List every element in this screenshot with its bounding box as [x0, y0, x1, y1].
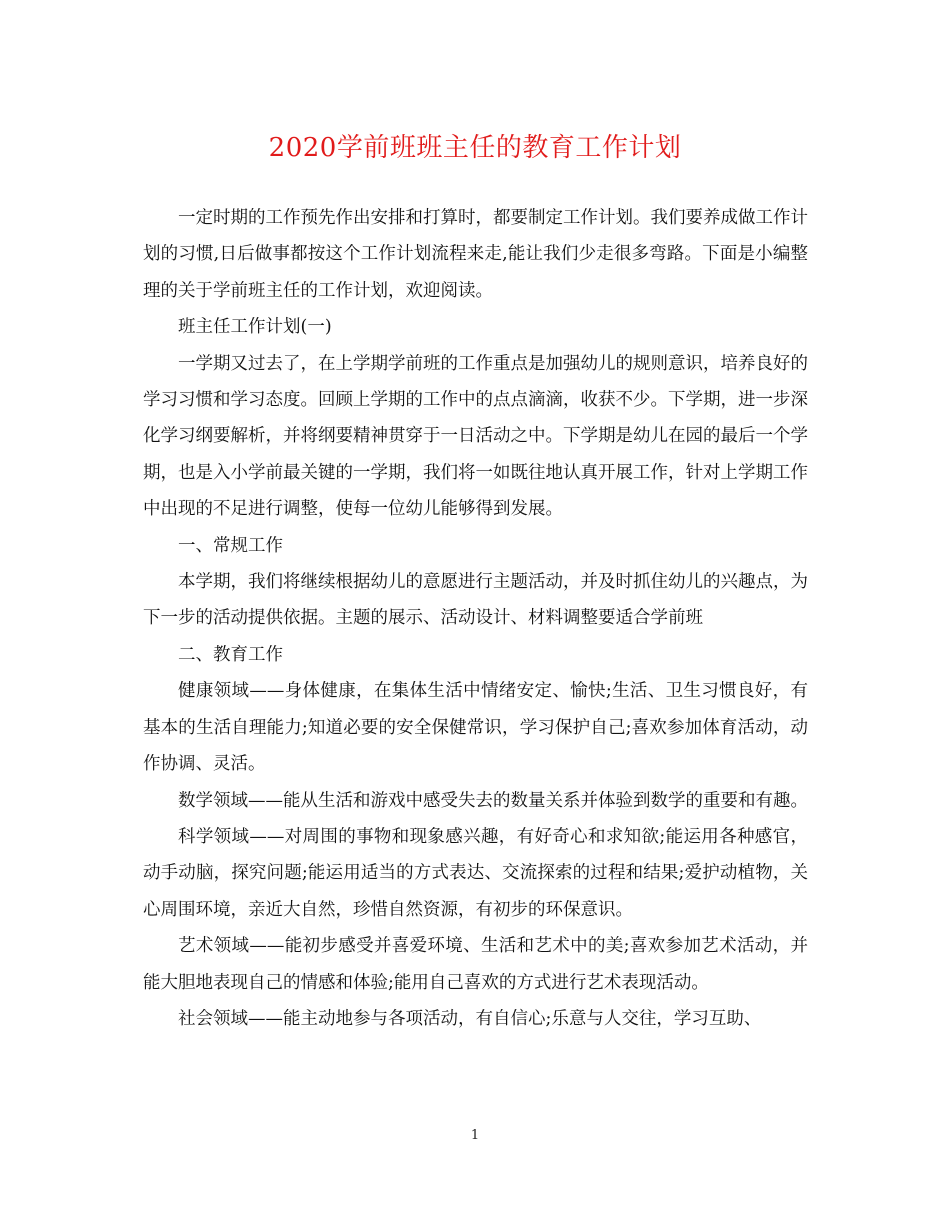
section-heading-education-work: 二、教育工作 [178, 644, 283, 665]
section-heading-routine-work: 一、常规工作 [178, 535, 283, 556]
paragraph-routine-work: 本学期，我们将继续根据幼儿的意愿进行主题活动，并及时抓住幼儿的兴趣点，为下一步的活动提供依据。主题的展示、活动设计、材料调整要适合学前班 [143, 572, 808, 629]
document-body [143, 200, 808, 1037]
document-title: 2020学前班班主任的教育工作计划 [268, 133, 682, 163]
paragraph-math-domain: 数学领域——能从生活和游戏中感受失去的数量关系并体验到数学的重要和有趣。 [178, 790, 808, 811]
paragraph-social-domain: 社会领域——能主动地参与各项活动，有自信心;乐意与人交往，学习互助、 [178, 1008, 762, 1029]
paragraph-health-domain: 健康领域——身体健康，在集体生活中情绪安定、愉快;生活、卫生习惯良好，有基本的生活自理能力;知道必要的安全保健常识，学习保护自己;喜欢参加体育活动，动作协调、灵活。 [143, 681, 808, 775]
section-heading-plan-one: 班主任工作计划(一) [178, 317, 332, 338]
page-number: 1 [470, 1128, 480, 1143]
intro-paragraph: 一定时期的工作预先作出安排和打算时，都要制定工作计划。我们要养成做工作计划的习惯,日后做事都按这个工作计划流程来走,能让我们少走很多弯路。下面是小编整理的关于学前班主任的工作计划，欢迎阅读。 [143, 208, 808, 301]
paragraph-science-domain: 科学领域——对周围的事物和现象感兴趣，有好奇心和求知欲;能运用各种感官，动手动脑，探究问题;能运用适当的方式表达、交流探索的过程和结果;爱护动植物，关心周围环境，亲近大自然，珍惜自然资源，有初步的环保意识。 [143, 826, 808, 920]
paragraph-art-domain: 艺术领域——能初步感受并喜爱环境、生活和艺术中的美;喜欢参加艺术活动，并能大胆地表现自己的情感和体验;能用自己喜欢的方式进行艺术表现活动。 [143, 936, 808, 993]
paragraph-review: 一学期又过去了，在上学期学前班的工作重点是加强幼儿的规则意识，培养良好的学习习惯和学习态度。回顾上学期的工作中的点点滴滴，收获不少。下学期，进一步深化学习纲要解析，并将纲要精神贯穿于一日活动之中。下学期是幼儿在园的最后一个学期，也是入小学前最关键的一学期，我们将一如既往地认真开展工作，针对上学期工作中出现的不足进行调整，使每一位幼儿能够得到发展。 [143, 353, 808, 520]
